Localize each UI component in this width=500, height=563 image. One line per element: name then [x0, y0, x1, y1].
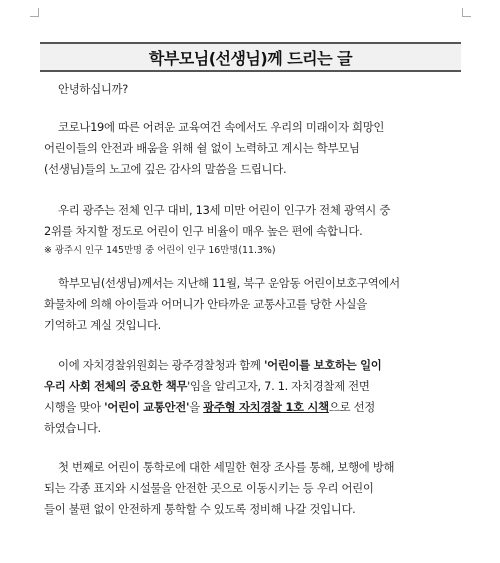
paragraph-4-line [44, 397, 464, 418]
page-corner-mark-right [462, 8, 471, 17]
paragraph-2-line: 우리 광주는 전체 인구 대비, 13세 미만 어린이 인구가 전체 광역시 중 [58, 203, 391, 217]
greeting-text: 안녕하십니까? [58, 82, 128, 96]
paragraph-4-line: 하였습니다. [44, 421, 101, 435]
p4-text: '임을 알리고자, 7. 1. 자치경찰제 전면 [187, 379, 370, 393]
paragraph-1 [44, 117, 464, 180]
p4-emphasis: 우리 사회 전체의 중요한 책무 [44, 379, 188, 393]
page-corner-mark-left [30, 8, 39, 17]
paragraph-5-line: 되는 각종 표지와 시설물을 안전한 곳으로 이동시키는 등 우리 어린이 [44, 481, 374, 495]
p4-text: 으로 선정 [328, 400, 375, 414]
paragraph-2-line: 2위를 차지할 정도로 어린이 인구 비율이 매우 높은 편에 속합니다. [44, 224, 363, 238]
paragraph-3-line: 기억하고 계실 것입니다. [44, 318, 161, 332]
p4-text: 시행을 맞아 [44, 400, 105, 414]
p4-emphasis: '어린이 교통안전' [104, 400, 190, 414]
p4-emphasis: '어린이를 보호하는 일이 [263, 358, 382, 372]
paragraph-1-line: 어린이들의 안전과 배움을 위해 쉴 없이 노력하고 계시는 학부모님 [44, 141, 360, 155]
paragraph-4 [44, 355, 464, 439]
paragraph-4-line [44, 355, 464, 376]
paragraph-2 [44, 200, 464, 242]
document-title: 학부모님(선생님)께 드리는 글 [148, 48, 353, 68]
title-bar [40, 42, 461, 72]
statistics-note: ※ 광주시 인구 145만명 중 어린이 인구 16만명(11.3%) [44, 245, 276, 256]
paragraph-3-line: 학부모님(선생님)께서는 지난해 11월, 북구 운암동 어린이보호구역에서 [58, 276, 400, 290]
paragraph-1-line: (선생님)들의 노고에 깊은 감사의 말씀을 드립니다. [44, 162, 287, 176]
paragraph-5 [44, 457, 464, 520]
paragraph-4-line [44, 376, 464, 397]
paragraph-5-line: 들이 불편 없이 안전하게 통학할 수 있도록 정비해 나갈 것입니다. [44, 502, 356, 516]
paragraph-3-line: 화물차에 의해 아이들과 어머니가 안타까운 교통사고를 당한 사실을 [44, 297, 367, 311]
paragraph-1-line: 코로나19에 따른 어려운 교육여건 속에서도 우리의 미래이자 희망인 [58, 120, 385, 134]
paragraph-3 [44, 273, 464, 336]
p4-emphasis-underlined: 광주형 자치경찰 1호 시책 [203, 400, 329, 414]
p4-text: 을 [189, 400, 204, 414]
greeting [44, 79, 464, 100]
paragraph-5-line: 첫 번째로 어린이 통학로에 대한 세밀한 현장 조사를 통해, 보행에 방해 [58, 460, 395, 474]
p4-text: 이에 자치경찰위원회는 광주경찰청과 함께 [58, 358, 264, 372]
